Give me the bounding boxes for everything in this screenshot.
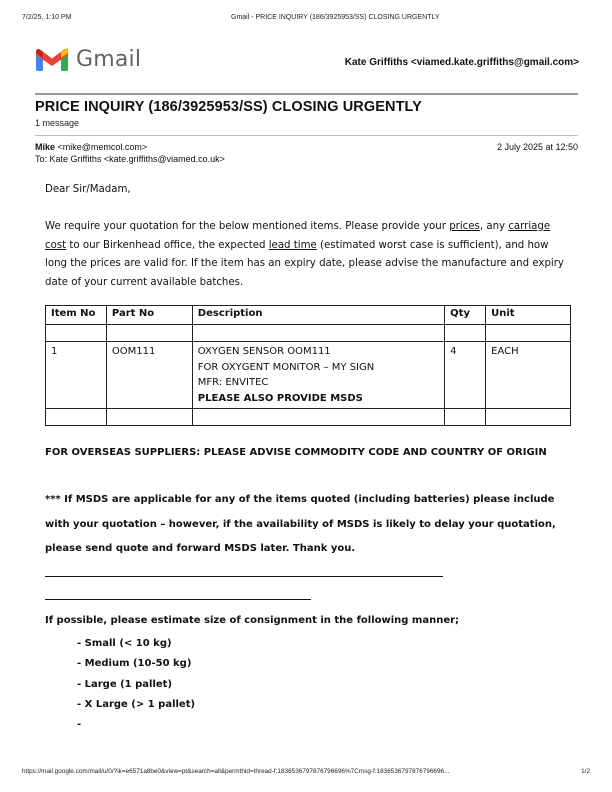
sender-name: Mike (35, 142, 56, 152)
cell-item-no: 1 (46, 342, 107, 409)
desc-line: FOR OXYGENT MONITOR – MY SIGN (197, 361, 375, 373)
list-item: - X Large (> 1 pallet) (77, 698, 196, 710)
sender (35, 142, 147, 152)
table-row (46, 342, 571, 409)
message-count: 1 message (35, 118, 80, 128)
desc-msds-line: PLEASE ALSO PROVIDE MSDS (197, 392, 363, 404)
separator-line (45, 576, 443, 577)
cell-qty: 4 (445, 342, 486, 409)
para-text-1: We require your quotation for the below mentioned items. Please provide your (45, 221, 450, 232)
col-item-no: Item No (46, 306, 107, 325)
lead-time-underlined: lead time (268, 239, 317, 251)
cell-unit: EACH (486, 342, 571, 409)
overseas-notice: FOR OVERSEAS SUPPLIERS: PLEASE ADVISE COMMODITY CODE AND COUNTRY OF ORIGIN (45, 447, 547, 458)
gmail-m-icon (35, 46, 69, 72)
consignment-intro: If possible, please estimate size of consignment in the following manner; (45, 615, 460, 626)
para-text-3: to our Birkenhead office, the expected (66, 239, 269, 251)
prices-underlined: prices (449, 221, 480, 232)
page-number: 1/2 (581, 768, 590, 775)
cell-part-no: OOM111 (106, 342, 192, 409)
request-paragraph (45, 218, 573, 292)
sender-address: <mike@memcol.com> (57, 142, 148, 152)
header-divider (35, 93, 578, 95)
para-text-2: , any (479, 221, 509, 232)
footer-url: https://mail.google.com/mail/u/0/?ik=e6571a8be0&view=pt&search=all&permthid=thread-f:1836536797876796696%7Cmsg-f:1836536797876796696... (22, 768, 450, 775)
gmail-logo-text: Gmail (76, 47, 142, 72)
col-unit: Unit (486, 306, 571, 325)
cell-description (192, 342, 444, 409)
list-item: - Small (< 10 kg) (77, 638, 172, 649)
subject-divider (35, 135, 578, 136)
consignment-size-list (77, 634, 195, 735)
email-subject: PRICE INQUIRY (186/3925953/SS) CLOSING URGENTLY (35, 99, 422, 115)
table-row-spacer (46, 409, 571, 426)
print-title: Gmail - PRICE INQUIRY (186/3925953/SS) CLOSING URGENTLY (231, 14, 440, 21)
col-qty: Qty (445, 306, 486, 325)
col-part-no: Part No (106, 306, 192, 325)
list-item: - Large (1 pallet) (77, 678, 173, 690)
carriage-cost-underlined: carriage cost (45, 221, 551, 251)
para-text-4: (estimated worst case is sufficient), and how long the prices are valid for. If the item has an expiry date, please advise the manufacture and expiry date of your current available batches. (45, 239, 564, 288)
desc-line: OXYGEN SENSOR OOM111 (197, 346, 331, 357)
msds-notice: *** If MSDS are applicable for any of the items quoted (including batteries) please include with your quotation – however, if the availability of MSDS is likely to delay your quotation, please send quote and forward MSDS later. Thank you. (45, 494, 556, 554)
desc-line: MFR: ENVITEC (197, 377, 269, 388)
col-description: Description (192, 306, 444, 325)
recipient: To: Kate Griffiths <kate.griffiths@viamed.co.uk> (35, 154, 225, 164)
separator-line-short (45, 599, 311, 600)
account-label: Kate Griffiths <viamed.kate.griffiths@gmail.com> (344, 57, 579, 68)
table-row-spacer (46, 325, 571, 342)
sent-date: 2 July 2025 at 12:50 (496, 142, 578, 152)
print-datetime: 7/2/25, 1:10 PM (22, 14, 72, 21)
items-table (45, 305, 571, 426)
list-item: - (77, 719, 82, 731)
table-header-row (46, 306, 571, 325)
list-item: - Medium (10-50 kg) (77, 658, 192, 670)
greeting: Dear Sir/Madam, (45, 184, 131, 195)
